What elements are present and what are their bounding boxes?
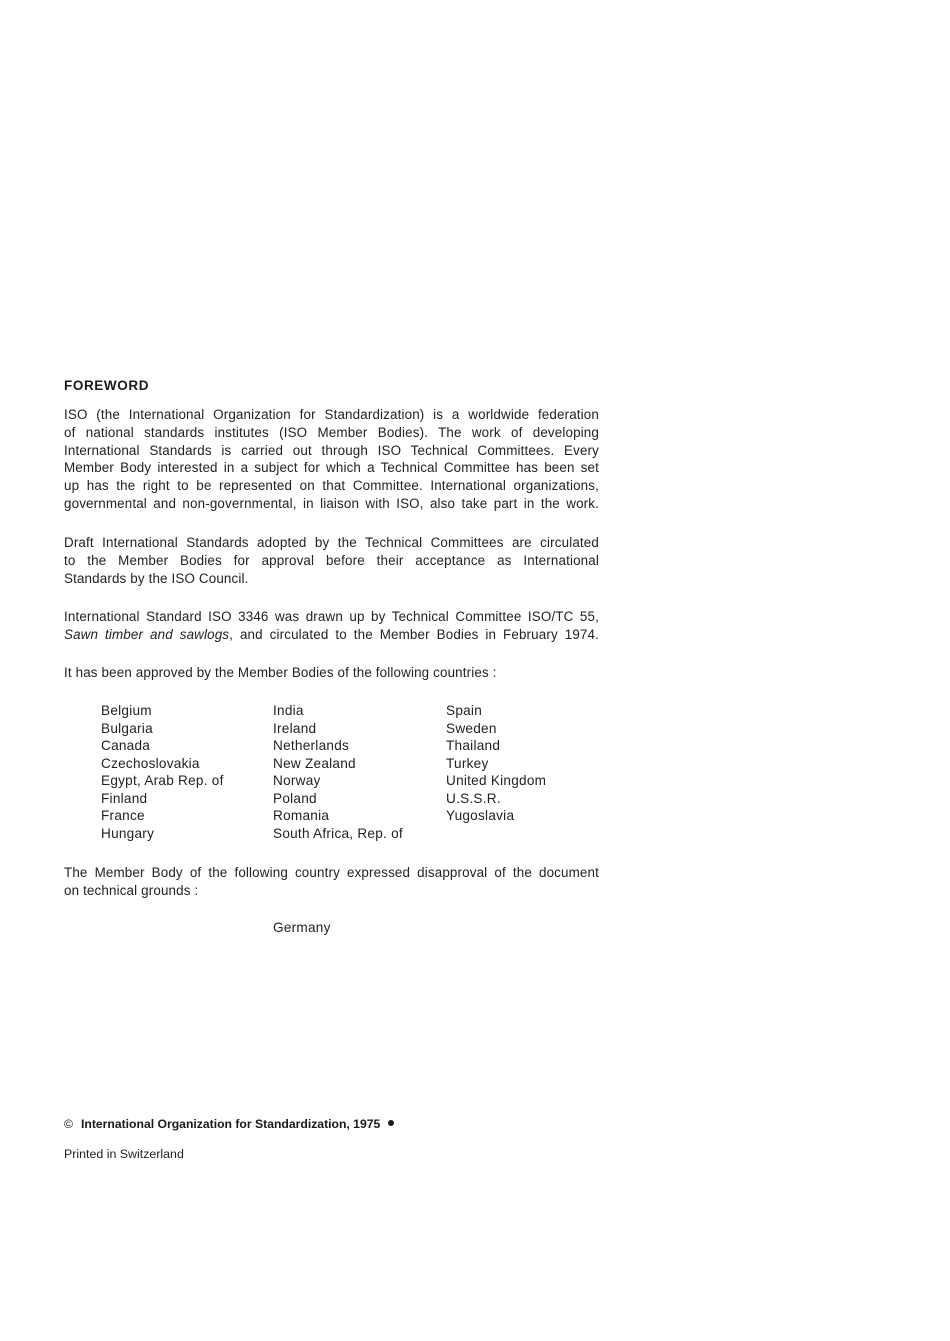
paragraph-line: ISO (the International Organization for Standardization) is a worldwide federation <box>64 407 599 422</box>
foreword-paragraph-5 <box>64 864 599 900</box>
country-name: Norway <box>273 773 321 788</box>
foreword-paragraph-3 <box>64 608 599 644</box>
country-name: Spain <box>446 703 483 718</box>
country-name: Yugoslavia <box>446 808 515 823</box>
country-name: Netherlands <box>273 738 350 753</box>
paragraph-line: governmental and non-governmental, in liaison with ISO, also take part in the work. <box>64 495 599 511</box>
printed-in-notice: Printed in Switzerland <box>64 1147 184 1161</box>
country-name: Romania <box>273 808 330 823</box>
country-name: Thailand <box>446 738 501 753</box>
paragraph-line <box>64 626 599 644</box>
paragraph-line: Draft International Standards adopted by the Technical Committees are circulated <box>64 535 599 550</box>
country-name: Bulgaria <box>101 720 153 736</box>
country-name: India <box>273 703 304 718</box>
paragraph-line: Standards by the ISO Council. <box>64 570 249 586</box>
countries-column-1 <box>101 702 271 842</box>
foreword-heading: FOREWORD <box>64 378 150 393</box>
country-name: Egypt, Arab Rep. of <box>101 773 224 788</box>
paragraph-line: International Standards is carried out through ISO Technical Committees. Every <box>64 442 599 458</box>
copyright-text: International Organization for Standardization, 1975 <box>80 1117 381 1131</box>
country-name: Finland <box>101 790 148 806</box>
country-name: Canada <box>101 738 151 753</box>
countries-column-2 <box>273 702 443 842</box>
country-name: Hungary <box>101 825 155 841</box>
paragraph-line: on technical grounds : <box>64 882 199 898</box>
country-name: Poland <box>273 790 317 806</box>
country-name: U.S.S.R. <box>446 790 501 806</box>
disapproving-country: Germany <box>273 920 331 935</box>
country-name: France <box>101 808 145 823</box>
paragraph-line: The Member Body of the following country expressed disapproval of the document <box>64 865 599 880</box>
country-name: Turkey <box>446 755 489 771</box>
country-name: Sweden <box>446 720 497 736</box>
committee-title: Sawn timber and sawlogs <box>64 626 230 642</box>
countries-column-3 <box>446 702 616 825</box>
paragraph-line: International Standard ISO 3346 was drawn up by Technical Committee ISO/TC 55, <box>64 609 599 624</box>
foreword-paragraph-1 <box>64 406 599 513</box>
bullet-dot-icon <box>388 1120 394 1126</box>
paragraph-line: of national standards institutes (ISO Member Bodies). The work of developing <box>64 424 599 440</box>
country-name: South Africa, Rep. of <box>273 825 403 841</box>
country-name: United Kingdom <box>446 773 547 788</box>
paragraph-line: It has been approved by the Member Bodies of the following countries : <box>64 665 497 680</box>
country-name: Czechoslovakia <box>101 755 200 771</box>
country-name: Ireland <box>273 720 317 736</box>
paragraph-line: Member Body interested in a subject for which a Technical Committee has been set <box>64 460 599 476</box>
foreword-paragraph-2 <box>64 534 599 587</box>
paragraph-line: up has the right to be represented on that Committee. International organizations, <box>64 478 599 494</box>
foreword-paragraph-4 <box>64 664 599 682</box>
country-name: New Zealand <box>273 755 356 771</box>
paragraph-text: , and circulated to the Member Bodies in February 1974. <box>229 626 599 642</box>
copyright-notice <box>64 1117 394 1131</box>
copyright-icon: © <box>64 1117 73 1131</box>
paragraph-line: to the Member Bodies for approval before their acceptance as International <box>64 552 599 568</box>
country-name: Belgium <box>101 703 152 718</box>
